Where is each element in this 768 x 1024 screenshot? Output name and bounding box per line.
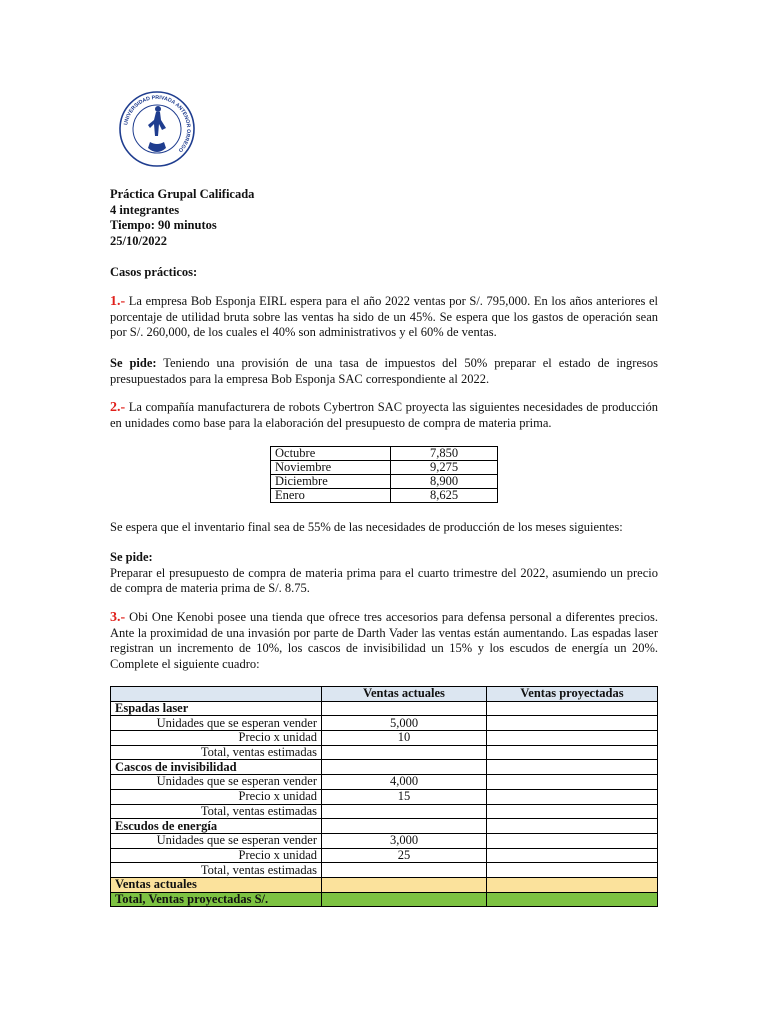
header-actual-cell: Ventas actuales xyxy=(322,687,487,702)
projected-cell[interactable] xyxy=(487,848,658,863)
case1-ask xyxy=(110,356,658,387)
projected-cell[interactable] xyxy=(487,716,658,731)
row-value: 3,000 xyxy=(322,833,487,848)
doc-date: 25/10/2022 xyxy=(110,233,167,248)
table-row xyxy=(111,745,658,760)
document-header xyxy=(110,187,254,249)
university-logo xyxy=(118,90,196,168)
row-label: Precio x unidad xyxy=(111,731,322,746)
group-name: Escudos de energía xyxy=(111,819,322,834)
case2-ask xyxy=(110,550,658,597)
table-row xyxy=(271,475,498,489)
units-cell: 8,900 xyxy=(391,475,498,489)
projected-cell[interactable] xyxy=(487,877,658,892)
table-row xyxy=(111,804,658,819)
table-row xyxy=(271,461,498,475)
case2-ask-text: Preparar el presupuesto de compra de materia prima para el cuarto trimestre del 2022, asumiendo un precio de compra de materia prima de S/. 8.75. xyxy=(110,565,658,595)
projected-cell[interactable] xyxy=(487,804,658,819)
footer-total-row xyxy=(111,892,658,907)
row-label: Precio x unidad xyxy=(111,848,322,863)
projected-cell[interactable] xyxy=(487,863,658,878)
case1-paragraph xyxy=(110,294,658,341)
row-label: Total, ventas estimadas xyxy=(111,745,322,760)
case1-number: 1.- xyxy=(110,294,126,309)
table-row xyxy=(111,716,658,731)
table-row xyxy=(111,863,658,878)
case2-ask-label: Se pide: xyxy=(110,550,153,564)
projected-cell[interactable] xyxy=(487,892,658,907)
row-value: 4,000 xyxy=(322,775,487,790)
table-row xyxy=(271,447,498,461)
month-cell: Enero xyxy=(271,489,391,503)
doc-time: Tiempo: 90 minutos xyxy=(110,218,217,232)
sales-table xyxy=(110,686,658,907)
projected-cell[interactable] xyxy=(487,833,658,848)
table-row xyxy=(111,833,658,848)
group-name: Cascos de invisibilidad xyxy=(111,760,322,775)
table-row xyxy=(111,848,658,863)
group-row xyxy=(111,819,658,834)
projected-cell[interactable] xyxy=(487,731,658,746)
group-row xyxy=(111,701,658,716)
row-label: Unidades que se esperan vender xyxy=(111,833,322,848)
row-label: Total, ventas estimadas xyxy=(111,804,322,819)
row-value: 5,000 xyxy=(322,716,487,731)
doc-title: Práctica Grupal Calificada xyxy=(110,187,255,201)
row-value: 15 xyxy=(322,789,487,804)
row-label: Total, ventas estimadas xyxy=(111,863,322,878)
table-row xyxy=(111,775,658,790)
header-empty-cell xyxy=(111,687,322,702)
case3-number: 3.- xyxy=(110,610,126,625)
case3-paragraph xyxy=(110,610,658,672)
production-table xyxy=(270,446,498,503)
month-cell: Noviembre xyxy=(271,461,391,475)
footer-actual-row xyxy=(111,877,658,892)
projected-cell[interactable] xyxy=(487,745,658,760)
section-title: Casos prácticos: xyxy=(110,265,198,279)
row-label: Precio x unidad xyxy=(111,789,322,804)
logo-ring-text: UNIVERSIDAD PRIVADA ANTENOR ORREGO xyxy=(123,94,192,153)
actual-cell[interactable] xyxy=(322,877,487,892)
row-label: Unidades que se esperan vender xyxy=(111,775,322,790)
row-value: 10 xyxy=(322,731,487,746)
case1-ask-text: Teniendo una provisión de una tasa de impuestos del 50% preparar el estado de ingresos presupuestados para la empresa Bob Esponja SAC correspondiente al 2022. xyxy=(110,356,658,386)
table-row xyxy=(111,731,658,746)
footer-actual-label: Ventas actuales xyxy=(111,877,322,892)
projected-cell[interactable] xyxy=(487,789,658,804)
case2-expectation: Se espera que el inventario final sea de 55% de las necesidades de producción de los meses siguientes: xyxy=(110,520,623,534)
units-cell: 9,275 xyxy=(391,461,498,475)
actual-cell[interactable] xyxy=(322,863,487,878)
case2-paragraph xyxy=(110,400,658,431)
actual-cell[interactable] xyxy=(322,804,487,819)
actual-cell[interactable] xyxy=(322,745,487,760)
footer-total-label: Total, Ventas proyectadas S/. xyxy=(111,892,322,907)
row-value: 25 xyxy=(322,848,487,863)
case2-text: La compañía manufacturera de robots Cybertron SAC proyecta las siguientes necesidades de producción en unidades como base para la elaboración del presupuesto de compra de materia prima. xyxy=(110,400,658,430)
header-projected-cell: Ventas proyectadas xyxy=(487,687,658,702)
case1-text: La empresa Bob Esponja EIRL espera para el año 2022 ventas por S/. 795,000. En los años anteriores el porcentaje de utilidad bruta sobre las ventas ha sido de un 45%. Se espera que los gastos de operación sean por S/. 260,000, de los cuales el 40% son administrativos y el 60% de ventas. xyxy=(110,294,658,339)
units-cell: 8,625 xyxy=(391,489,498,503)
case1-ask-label: Se pide: xyxy=(110,356,157,370)
month-cell: Octubre xyxy=(271,447,391,461)
month-cell: Diciembre xyxy=(271,475,391,489)
row-label: Unidades que se esperan vender xyxy=(111,716,322,731)
table-row xyxy=(111,789,658,804)
case2-number: 2.- xyxy=(110,400,126,415)
table-header-row xyxy=(111,687,658,702)
doc-members: 4 integrantes xyxy=(110,202,180,217)
table-row xyxy=(271,489,498,503)
group-row xyxy=(111,760,658,775)
projected-cell[interactable] xyxy=(487,775,658,790)
case3-text: Obi One Kenobi posee una tienda que ofrece tres accesorios para defensa personal a diferentes precios. Ante la proximidad de una invasión por parte de Darth Vader las ventas están aumentando. Las espadas laser registran un incremento de 10%, los cascos de invisibilidad un 15% y los escudos de energía un 20%. Complete el siguiente cuadro: xyxy=(110,610,658,671)
units-cell: 7,850 xyxy=(391,447,498,461)
group-name: Espadas laser xyxy=(111,701,322,716)
actual-cell[interactable] xyxy=(322,892,487,907)
